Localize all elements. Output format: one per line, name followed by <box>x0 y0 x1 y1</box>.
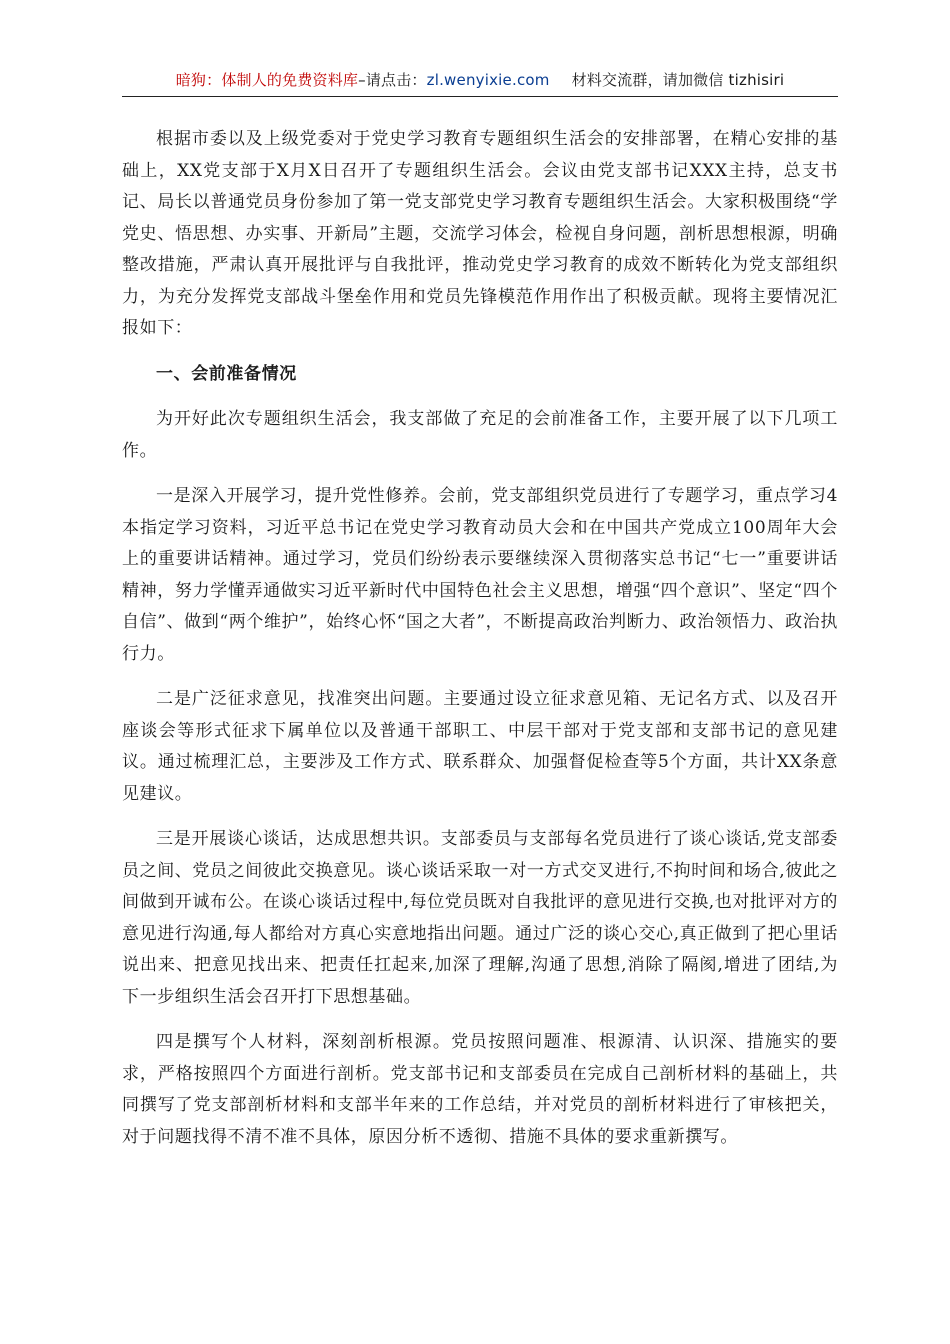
intro-paragraph: 根据市委以及上级党委对于党史学习教育专题组织生活会的安排部署，在精心安排的基础上，XX党支部于X月X日召开了专题组织生活会。会议由党支部书记XXX主持，总支书记、局长以普通党员身份参加了第一党支部党史学习教育专题组织生活会。大家积极围绕“学党史、悟思想、办实事、开新局”主题，交流学习体会，检视自身问题，剖析思想根源，明确整改措施，严肃认真开展批评与自我批评，推动党史学习教育的成效不断转化为党支部组织力，为充分发挥党支部战斗堡垒作用和党员先锋模范作用作出了积极贡献。现将主要情况汇报如下： <box>122 129 838 338</box>
prep-paragraph: 为开好此次专题组织生活会，我支部做了充足的会前准备工作，主要开展了以下几项工作。 <box>122 409 838 461</box>
header-site-link[interactable]: zl.wenyixie.com <box>426 71 550 89</box>
section-heading: 一、会前准备情况 <box>156 363 297 384</box>
item-paragraph-3: 三是开展谈心谈话，达成思想共识。支部委员与支部每名党员进行了谈心谈话,党支部委员之间、党员之间彼此交换意见。谈心谈话采取一对一方式交叉进行,不拘时间和场合,彼此之间做到开诚布公。在谈心谈话过程中,每位党员既对自我批评的意见进行交换,也对批评对方的意见进行沟通,每人都给对方真心实意地指出问题。通过广泛的谈心交心,真正做到了把心里话说出来、把意见找出来、把责任扛起来,加深了理解,沟通了思想,消除了隔阂,增进了团结,为下一步组织生活会召开打下思想基础。 <box>122 829 839 1007</box>
item-paragraph-2: 二是广泛征求意见，找准突出问题。主要通过设立征求意见箱、无记名方式、以及召开座谈会等形式征求下属单位以及普通干部职工、中层干部对于党支部和支部书记的意见建议。通过梳理汇总，主要涉及工作方式、联系群众、加强督促检查等5个方面，共计XX条意见建议。 <box>122 689 838 804</box>
document-body <box>122 124 838 1153</box>
header-wechat-note: 材料交流群，请加微信 tizhisiri <box>571 71 785 89</box>
item-paragraph-1: 一是深入开展学习，提升党性修养。会前，党支部组织党员进行了专题学习，重点学习4本指定学习资料，习近平总书记在党史学习教育动员大会和在中国共产党成立100周年大会上的重要讲话精神。通过学习，党员们纷纷表示要继续深入贯彻落实总书记“七一”重要讲话精神，努力学懂弄通做实习近平新时代中国特色社会主义思想，增强“四个意识”、坚定“四个自信”、做到“两个维护”，始终心怀“国之大者”，不断提高政治判断力、政治领悟力、政治执行力。 <box>122 486 838 664</box>
header-divider <box>122 96 838 97</box>
header-brand: 暗狗：体制人的免费资料库 <box>175 71 359 89</box>
page-header <box>122 68 838 94</box>
item-paragraph-4: 四是撰写个人材料，深刻剖析根源。党员按照问题准、根源清、认识深、措施实的要求，严格按照四个方面进行剖析。党支部书记和支部委员在完成自己剖析材料的基础上，共同撰写了党支部剖析材料和支部半年来的工作总结，并对党员的剖析材料进行了审核把关，对于问题找得不清不准不具体，原因分析不透彻、措施不具体的要求重新撰写。 <box>122 1032 838 1147</box>
header-click-prompt: –请点击： <box>358 71 427 89</box>
